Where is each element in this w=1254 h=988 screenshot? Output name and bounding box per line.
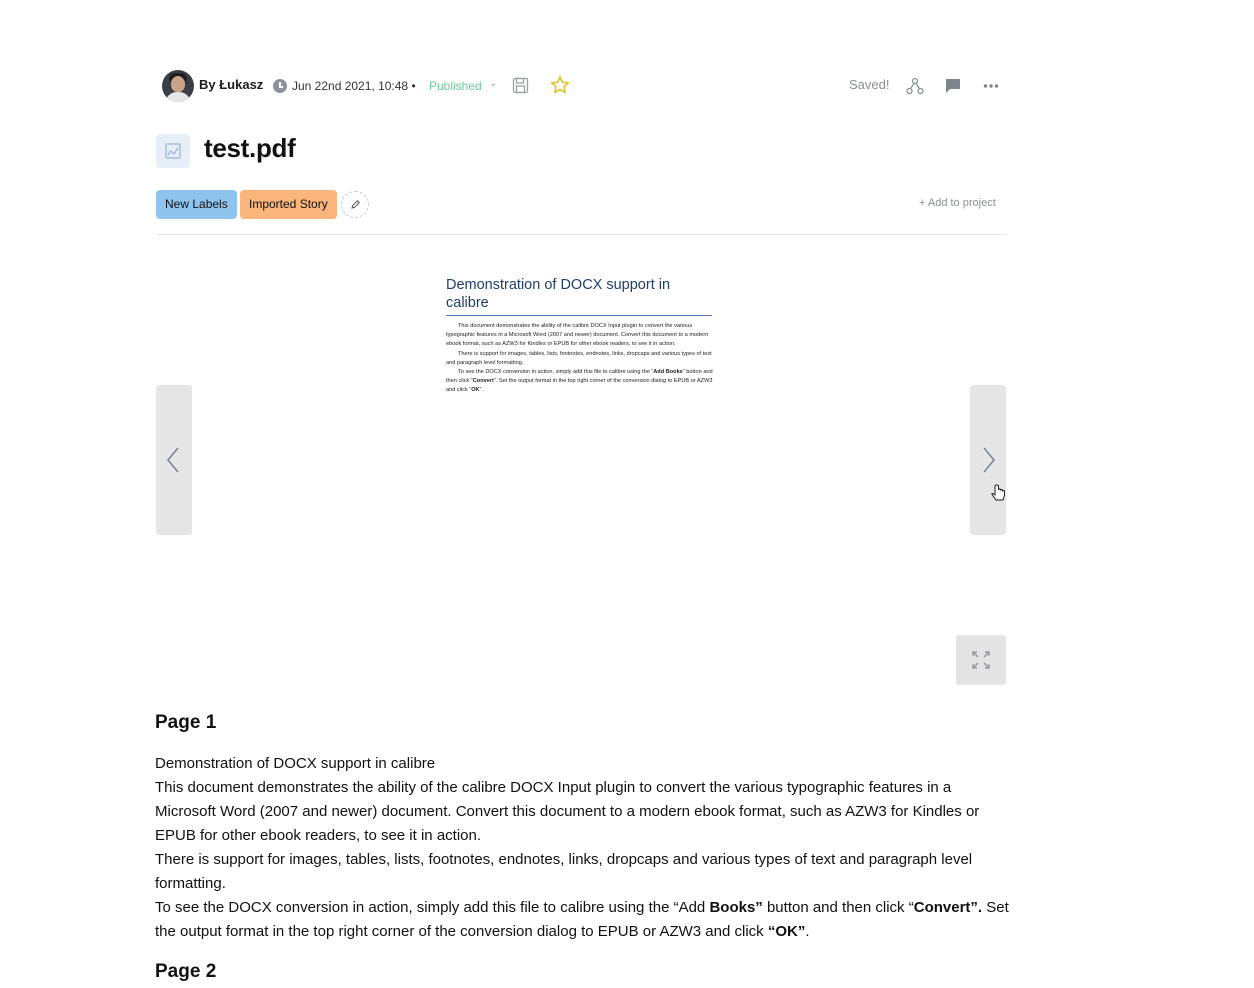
comment-icon[interactable] (944, 77, 962, 100)
image-icon (156, 134, 190, 168)
page-1-heading: Page 1 (155, 712, 217, 733)
content-line-1: Demonstration of DOCX support in calibre (155, 755, 436, 772)
chevron-left-icon (168, 448, 178, 472)
previous-page-button[interactable] (156, 385, 192, 535)
page-2-heading: Page 2 (155, 961, 217, 982)
preview-title: Demonstration of DOCX support in calibre (446, 277, 671, 311)
content-para-2: There is support for images, tables, lists, footnotes, endnotes, links, dropcaps and various types of text and paragraph level formatting. (155, 851, 973, 892)
preview-para-2: There is support for images, tables, lists, footnotes, endnotes, links, dropcaps and various types of text and paragraph level formatting. (446, 350, 712, 366)
publish-date: Jun 22nd 2021, 10:48 • (292, 79, 416, 93)
page-1-text (155, 752, 1010, 944)
more-icon[interactable] (982, 77, 1000, 100)
fullscreen-button[interactable] (956, 635, 1006, 685)
story-title[interactable]: test.pdf (204, 133, 296, 163)
preview-para-3: To see the DOCX conversion in action, simply add this file to calibre using the “Add Books” button and then click “Convert”. Set the output format in the top right corner of the conversion dialog to EPUB or AZW3 and click “OK”. (446, 369, 713, 394)
next-page-button[interactable] (970, 385, 1006, 535)
saved-status: Saved! (849, 77, 890, 92)
content-para-3: To see the DOCX conversion in action, simply add this file to calibre using the “Add Books” button and then click “Convert”. Set the output format in the top right corner of the conversion dialog to EPUB or AZW3 and click “OK”. (155, 899, 1009, 940)
chevron-down-icon[interactable]: ⌄ (489, 78, 498, 89)
author-avatar[interactable] (162, 70, 194, 102)
save-icon[interactable] (512, 77, 529, 99)
share-tree-icon[interactable] (906, 77, 924, 100)
label-new-labels[interactable]: New Labels (156, 190, 237, 219)
label-imported-story[interactable]: Imported Story (240, 190, 337, 219)
clock-icon (273, 79, 287, 93)
chevron-right-icon (984, 448, 994, 472)
expand-icon (956, 635, 1006, 685)
hand-cursor-icon (990, 484, 1008, 509)
pencil-icon[interactable] (341, 191, 369, 218)
pdf-preview-page (446, 276, 716, 406)
status-dropdown[interactable]: Published (429, 79, 482, 93)
preview-para-1: This document demonstrates the ability of the calibre DOCX Input plugin to convert the various typographic features in a Microsoft Word (2007 and newer) document. Convert this document to a modern ebook format, such as AZW3 for Kindles or EPUB for other ebook readers, to see it in action. (446, 323, 709, 348)
add-to-project-link[interactable]: + Add to project (919, 197, 996, 209)
star-icon[interactable] (550, 75, 570, 100)
author-name[interactable]: By Łukasz (199, 77, 264, 92)
content-para-1: This document demonstrates the ability of the calibre DOCX Input plugin to convert the various typographic features in a Microsoft Word (2007 and newer) document. Convert this document to a modern ebook format, such as AZW3 for Kindles or EPUB for other ebook readers, to see it in action. (155, 779, 980, 844)
divider (156, 234, 1006, 235)
